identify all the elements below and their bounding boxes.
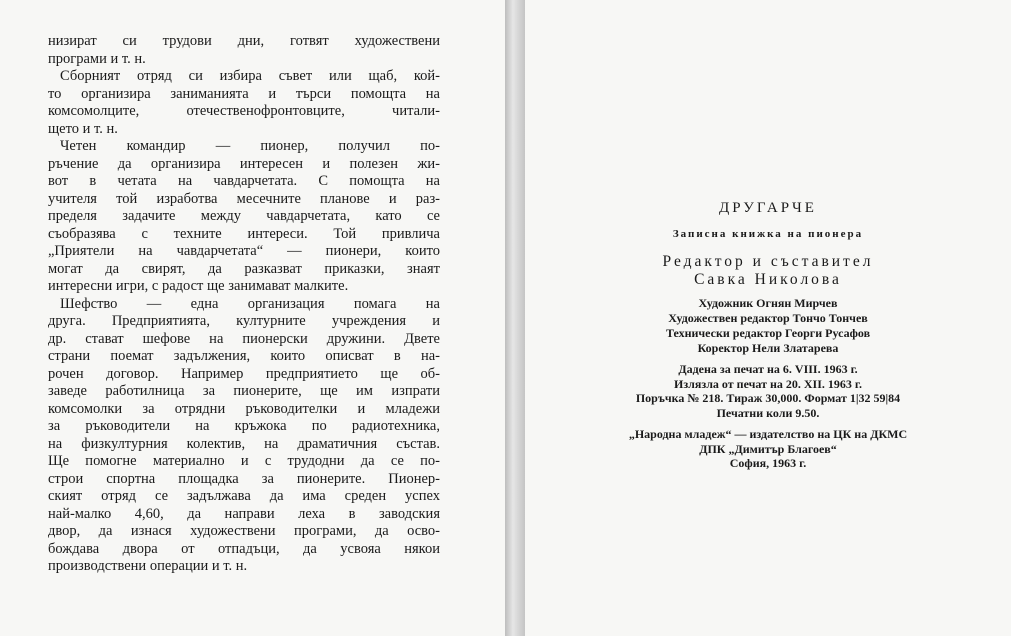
credit-line: Технически редактор Георги Русафов [665,326,871,340]
text-line: Четен командир — пионер, получил по- [60,138,440,154]
text-line: съобразява с техните интереси. Той привлича [48,225,440,242]
credit-line: Коректор Нели Златарева [697,341,839,355]
credit-line: Художествен редактор Тончо Тончев [668,311,868,325]
text-line: най-малко 4,60, да направи леха в заводския [48,505,440,522]
text-line: др. стават шефове на пионерски дружини. Двете [48,330,440,347]
publisher-line: София, 1963 г. [729,456,807,470]
text-line: низират си трудови дни, готвят художествени [48,33,440,49]
credits-list [525,296,1011,356]
text-line: бождава двора от отпадъци, да усвояа някои [48,540,440,557]
left-page-text [48,33,440,576]
publisher-line: ДПК „Димитър Благоев“ [699,441,837,456]
text-line: могат да свирят, да разказват приказки, знаят [48,260,440,277]
text-line: щето и т. н. [48,120,118,137]
text-line: за ръководители на кръжока по радиотехника, [48,418,440,434]
text-line: двор, да изнася художествени програми, да осво- [48,523,440,539]
text-line: Сборният отряд си избира съвет или щаб, кой- [60,68,440,84]
text-line: комсомолки за отрядни ръководителки и младежи [48,400,440,417]
text-line: учителя той изработва месечните планове и раз- [48,190,440,207]
print-info-line: Поръчка № 218. Тираж 30,000. Формат 1|32 59|84 [635,391,901,405]
text-line: комсомолците, отечественофронтовците, читали- [48,103,440,119]
text-line: „Приятели на чавдарчетата“ — пионери, които [48,243,440,259]
text-line: страни поемат задължения, които описват в на- [48,348,440,364]
text-line: друга. Предприятията, културните учреждения и [48,313,440,329]
text-line: интересни игри, с радост ще занимават малките. [48,278,349,294]
text-line: пределя задачите между чавдарчетата, като се [48,208,440,224]
text-line: строи спортна площадка за пионерите. Пионер- [48,470,440,487]
text-line: ръчение да организира интересен и полезен жи- [48,155,440,172]
publisher-info [525,427,1011,471]
book-title: ДРУГАРЧЕ [719,200,817,216]
editor-name: Савка Николова [694,271,842,288]
print-info-line: Печатни коли 9.50. [716,405,820,420]
text-line: на физкултурния колектив, на драматичния състав. [48,435,440,452]
credit-line: Художник Огнян Мирчев [698,296,838,310]
text-line: Шефство — една организация помага на [60,295,440,312]
publisher-line: „Народна младеж“ — издателство на ЦК на ДКМС [628,427,908,441]
text-line: вот в четата на чавдарчетата. С помощта на [48,173,440,189]
text-line: заведе работилница за пионерите, ще им изпрати [48,383,440,399]
text-line: производствени операции и т. н. [48,558,248,574]
left-page [0,0,505,636]
text-line: ският отряд се задължава да има среден успех [48,488,440,504]
text-line: Ще помогне материално и с трудодни да се по- [48,453,440,469]
book-subtitle: Записна книжка на пионера [672,228,864,240]
print-info [525,362,1011,420]
print-info-line: Дадена за печат на 6. VIII. 1963 г. [678,362,858,376]
text-line: то организира заниманията и търси помощта на [48,85,440,102]
editor-heading: Редактор и съставител [662,253,874,270]
print-info-line: Излязла от печат на 20. XII. 1963 г. [674,376,862,391]
text-line: рочен договор. Например предприятието ще об- [48,365,440,382]
book-gutter [505,0,525,636]
text-line: програми и т. н. [48,50,146,67]
right-page [525,0,1011,636]
